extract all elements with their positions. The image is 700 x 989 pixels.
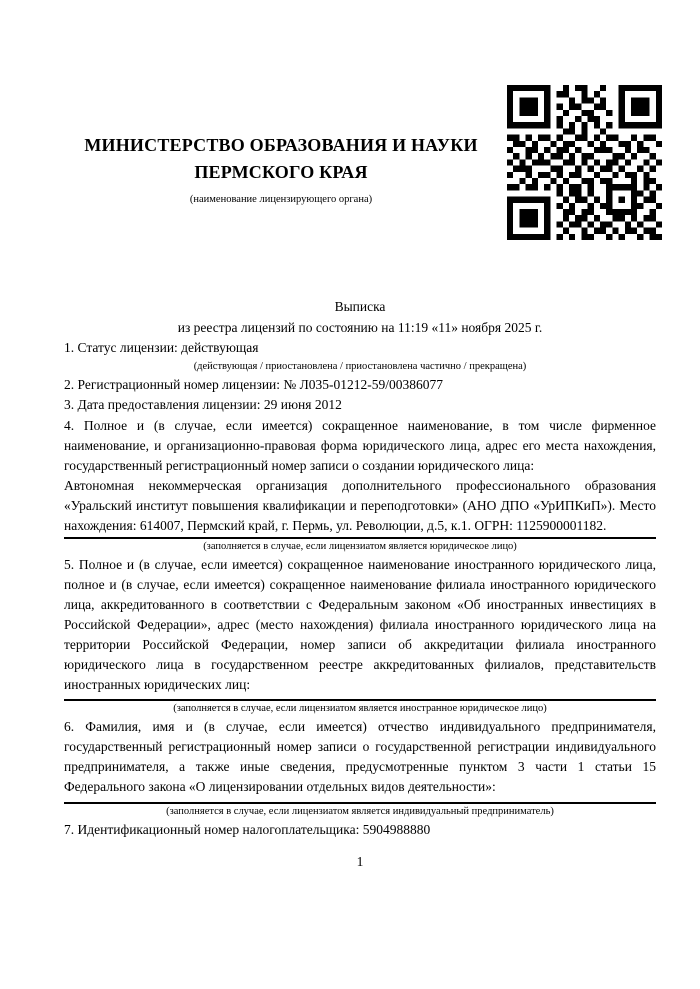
issuing-authority-caption: (наименование лицензирующего органа) <box>189 194 373 205</box>
item-1-license-status: 1. Статус лицензии: действующая <box>64 340 259 355</box>
document-body <box>64 297 656 873</box>
issuing-authority-line2: ПЕРМСКОГО КРАЯ <box>194 162 368 182</box>
item-4-caption: (заполняется в случае, если лицензиатом является юридическое лицо) <box>203 540 517 552</box>
item-3-grant-date: 3. Дата предоставления лицензии: 29 июня 2012 <box>64 397 342 412</box>
qr-code <box>507 85 662 240</box>
document-header <box>60 132 502 206</box>
item-1-caption: (действующая / приостановлена / приостановлена частично / прекращена) <box>193 360 527 372</box>
item-6-caption: (заполняется в случае, если лицензиатом является индивидуальный предприниматель) <box>166 805 554 817</box>
item-5-foreign-entity-label: 5. Полное и (в случае, если имеется) сокращенное наименование иностранного юридического лица, полное и (в случае, если имеется) сокращенное наименование филиала иностранного юридического лица, аккредитованного в соответствии с Федеральным законом «Об иностранных инвестициях в Российской Федерации», адрес (место нахождения) филиала иностранного юридического лица на территории Российской Федерации, номер записи об аккредитации филиала иностранного юридического лица в государственном реестре аккредитованных филиалов, представительств иностранных юридических лиц: <box>64 556 656 692</box>
document-title-line2: из реестра лицензий по состоянию на 11:19 «11» ноября 2025 г. <box>177 319 543 335</box>
item-5-caption: (заполняется в случае, если лицензиатом является иностранное юридическое лицо) <box>173 702 547 714</box>
item-6-entrepreneur-label: 6. Фамилия, имя и (в случае, если имеется) отчество индивидуального предпринимателя, государственный регистрационный номер записи о государственной регистрации индивидуального предпринимателя, а также иные сведения, предусмотренные пунктом 3 части 1 статьи 15 Федерального закона «О лицензировании отдельных видов деятельности»: <box>64 718 656 794</box>
issuing-authority-line1: МИНИСТЕРСТВО ОБРАЗОВАНИЯ И НАУКИ <box>84 135 478 155</box>
item-4-legal-entity-label: 4. Полное и (в случае, если имеется) сокращенное наименование, в том числе фирменное наименование, и организационно-правовая форма юридического лица, адрес его места нахождения, государственный регистрационный номер записи о создании юридического лица: <box>64 417 656 473</box>
document-title <box>64 297 656 338</box>
page-number: 1 <box>356 854 364 869</box>
item-2-registration-number: 2. Регистрационный номер лицензии: № Л035-01212-59/00386077 <box>64 376 444 392</box>
item-4-legal-entity-value: Автономная некоммерческая организация дополнительного профессионального образования «Уральский институт повышения квалификации и переподготовки» (АНО ДПО «УрИПКиП»). Место нахождения: 614007, Пермский край, г. Пермь, ул. Революции, д.5, к.1. ОГРН: 1125900001182. <box>64 477 656 533</box>
item-7-taxpayer-id: 7. Идентификационный номер налогоплательщика: 5904988880 <box>64 821 431 837</box>
document-title-line1: Выписка <box>334 299 386 314</box>
